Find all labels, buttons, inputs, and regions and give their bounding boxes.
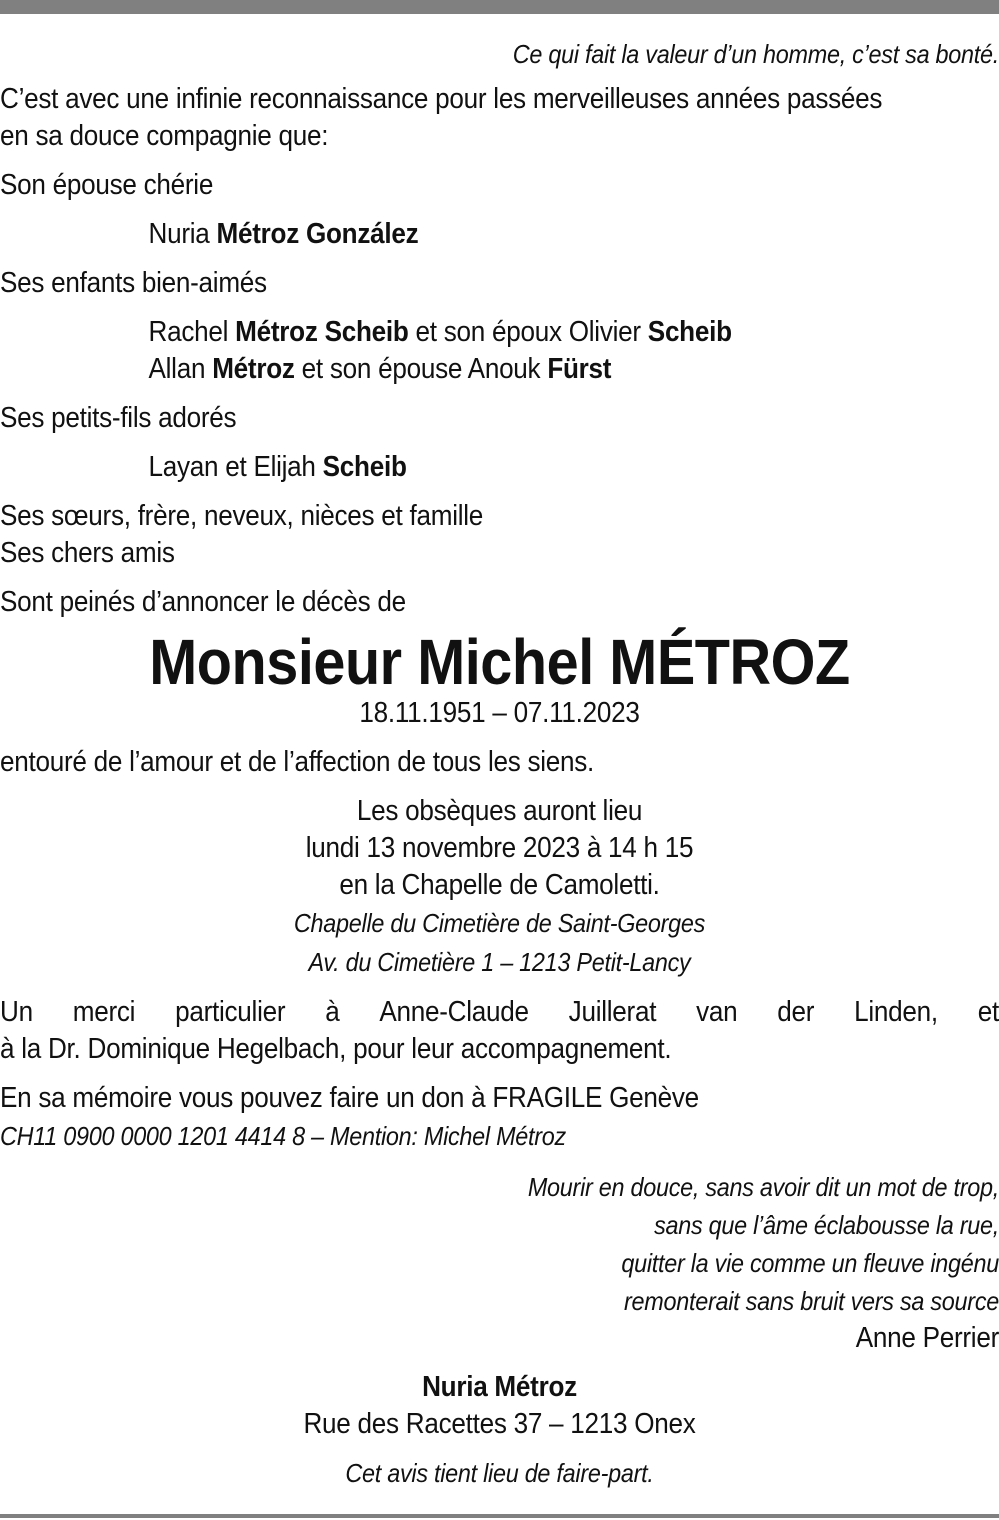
surrounded-text: entouré de l’amour et de l’affection de tous les siens. xyxy=(0,746,595,778)
funeral-line-1: Les obsèques auront lieu xyxy=(356,795,643,827)
thanks-word: Linden, xyxy=(854,996,938,1028)
spouse-last-name: Métroz González xyxy=(216,218,419,250)
child-last-name: Métroz Scheib xyxy=(235,316,409,348)
family-line-1: Ses sœurs, frère, neveux, nièces et famille xyxy=(0,500,484,532)
grandchildren-last-name: Scheib xyxy=(322,451,407,483)
funeral-line-3: en la Chapelle de Camoletti. xyxy=(339,869,660,901)
contact-address: Rue des Racettes 37 – 1213 Onex xyxy=(303,1408,696,1440)
child-row-2 xyxy=(0,351,999,388)
thanks-word: der xyxy=(777,996,815,1028)
child-first-name: Rachel xyxy=(148,316,229,348)
grandchildren-first-names: Layan et Elijah xyxy=(148,451,316,483)
deceased-name: Monsieur Michel MÉTROZ xyxy=(149,626,850,698)
motto: Ce qui fait la valeur d’un homme, c’est sa bonté. xyxy=(512,39,999,69)
poem-line-1: Mourir en douce, sans avoir dit un mot de trop, xyxy=(527,1172,999,1202)
intro-line-1: C’est avec une infinie reconnaissance pour les merveilleuses années passées xyxy=(0,83,883,115)
thanks-line-2: à la Dr. Dominique Hegelbach, pour leur accompagnement. xyxy=(0,1033,672,1065)
donation-text: En sa mémoire vous pouvez faire un don à FRAGILE Genève xyxy=(0,1082,699,1114)
contact-name-text: Nuria Métroz xyxy=(422,1371,577,1403)
child-last-name: Métroz xyxy=(212,353,295,385)
funeral-place: Chapelle du Cimetière de Saint-Georges xyxy=(293,908,706,938)
top-rule xyxy=(0,0,999,14)
child-first-name: Allan xyxy=(148,353,206,385)
partner-text: et son épouse Anouk xyxy=(301,353,541,385)
obituary-notice xyxy=(0,14,999,1492)
poem-line-3: quitter la vie comme un fleuve ingénu xyxy=(621,1248,999,1278)
poem-line-4: remonterait sans bruit vers sa source xyxy=(624,1286,999,1316)
announce-text: Sont peinés d’annoncer le décès de xyxy=(0,586,406,618)
spouse-name xyxy=(0,216,999,253)
thanks-word: à xyxy=(325,996,340,1028)
partner-text: et son époux Olivier xyxy=(415,316,641,348)
deceased-dates: 18.11.1951 – 07.11.2023 xyxy=(359,697,640,729)
funeral-line-2: lundi 13 novembre 2023 à 14 h 15 xyxy=(305,832,694,864)
poem-author: Anne Perrier xyxy=(855,1322,999,1354)
thanks-word: Anne-Claude xyxy=(379,996,529,1028)
grandchildren-names xyxy=(0,449,999,486)
partner-last-name: Scheib xyxy=(647,316,732,348)
intro-line-2: en sa douce compagnie que: xyxy=(0,120,329,152)
partner-last-name: Fürst xyxy=(547,353,612,385)
spouse-first-name: Nuria xyxy=(148,218,210,250)
family-line-2: Ses chers amis xyxy=(0,537,175,569)
spouse-label: Son épouse chérie xyxy=(0,169,214,201)
donation-iban: CH11 0900 0000 1201 4414 8 – Mention: Michel Métroz xyxy=(0,1121,566,1151)
thanks-word: et xyxy=(977,996,999,1028)
thanks-line-1 xyxy=(0,994,999,1031)
contact-name xyxy=(0,1369,999,1406)
bottom-rule xyxy=(0,1514,999,1518)
thanks-word: Juillerat xyxy=(568,996,657,1028)
thanks-word: van xyxy=(696,996,738,1028)
footer-note: Cet avis tient lieu de faire-part. xyxy=(345,1458,654,1488)
funeral-address: Av. du Cimetière 1 – 1213 Petit-Lancy xyxy=(308,947,691,977)
children-label: Ses enfants bien-aimés xyxy=(0,267,267,299)
thanks-word: merci xyxy=(72,996,136,1028)
child-row-1 xyxy=(0,314,999,351)
thanks-word: Un xyxy=(0,996,33,1028)
grandchildren-label: Ses petits-fils adorés xyxy=(0,402,237,434)
poem-line-2: sans que l’âme éclabousse la rue, xyxy=(654,1210,999,1240)
thanks-word: particulier xyxy=(175,996,286,1028)
